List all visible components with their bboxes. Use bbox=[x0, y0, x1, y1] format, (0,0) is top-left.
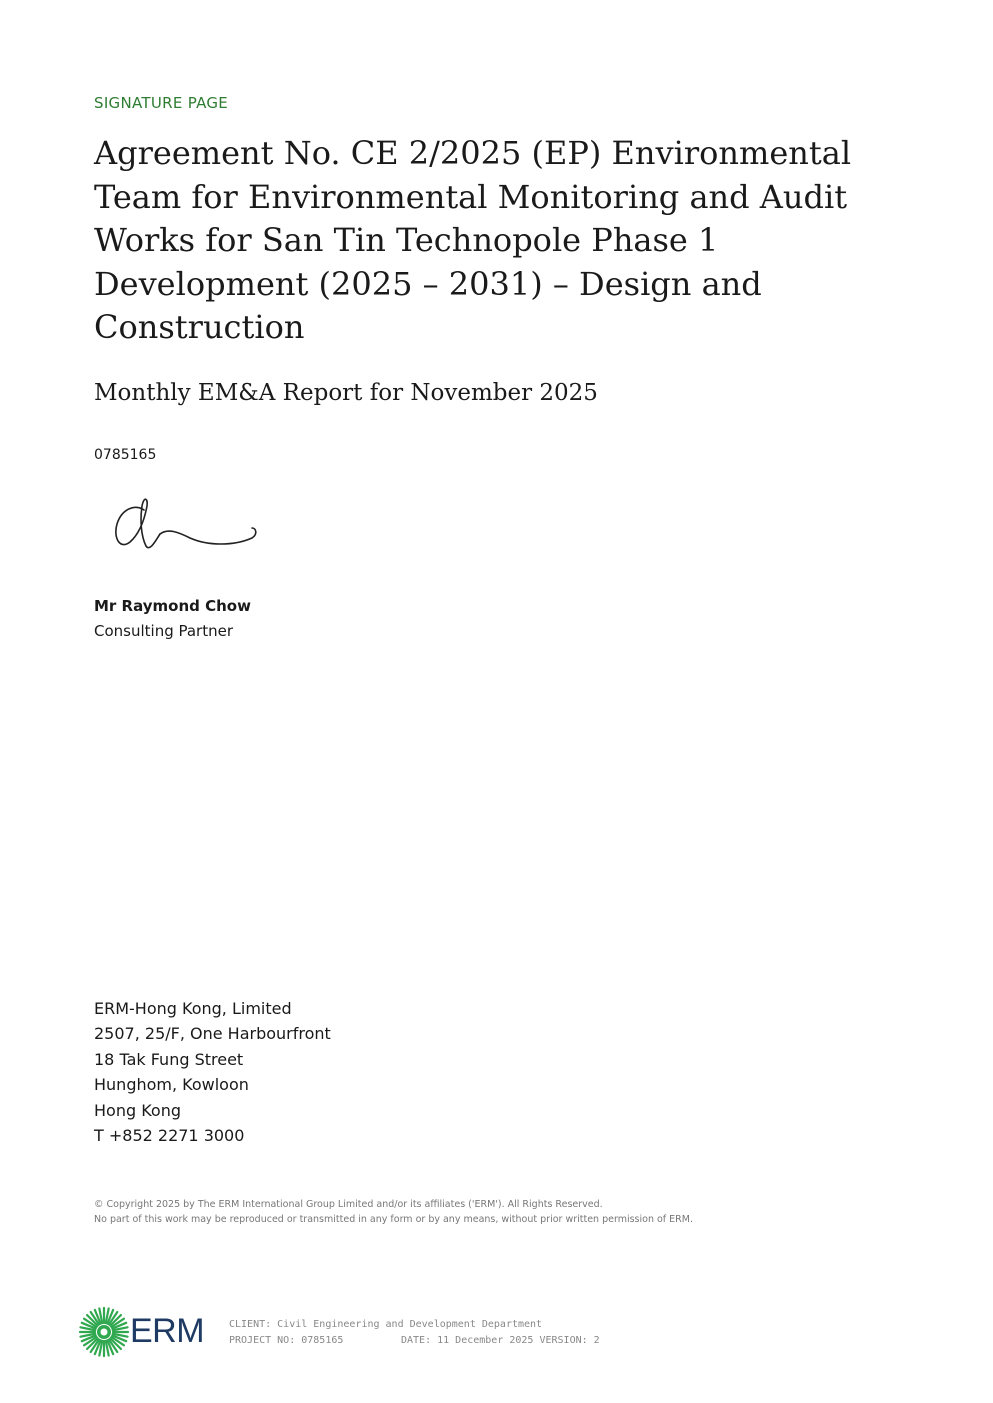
address-line: 2507, 25/F, One Harbourfront bbox=[94, 1024, 331, 1044]
footer-date-version: DATE: 11 December 2025 VERSION: 2 bbox=[401, 1335, 600, 1346]
company-address bbox=[94, 996, 331, 1148]
copyright-notice bbox=[94, 1197, 693, 1227]
address-line: Hong Kong bbox=[94, 1100, 181, 1120]
project-number: 0785165 bbox=[94, 447, 157, 463]
address-line: ERM-Hong Kong, Limited bbox=[94, 999, 292, 1018]
signature-image bbox=[108, 484, 268, 564]
document-title: Agreement No. CE 2/2025 (EP) Environmental Team for Environmental Monitoring and Audit Works for San Tin Technopole Phase 1 Development (2025 – 2031) – Design and Construction bbox=[94, 134, 852, 346]
signatory-name: Mr Raymond Chow bbox=[94, 597, 251, 615]
footer-project-no: PROJECT NO: 0785165 bbox=[229, 1335, 344, 1346]
signatory-role: Consulting Partner bbox=[94, 622, 234, 640]
address-line: 18 Tak Fung Street bbox=[94, 1049, 244, 1069]
phone-number: T +852 2271 3000 bbox=[94, 1126, 245, 1146]
footer-client: CLIENT: Civil Engineering and Development Department bbox=[229, 1319, 543, 1330]
copyright-line: No part of this work may be reproduced or transmitted in any form or by any means, without prior written permission of ERM. bbox=[94, 1214, 693, 1225]
footer-meta bbox=[229, 1317, 600, 1349]
erm-logo-icon bbox=[78, 1306, 130, 1358]
section-label: SIGNATURE PAGE bbox=[94, 94, 229, 112]
copyright-line: © Copyright 2025 by The ERM International Group Limited and/or its affiliates ('ERM'). All Rights Reserved. bbox=[94, 1199, 603, 1210]
address-line: Hunghom, Kowloon bbox=[94, 1075, 249, 1095]
document-subtitle: Monthly EM&A Report for November 2025 bbox=[94, 380, 598, 406]
erm-logo-text: ERM bbox=[130, 1312, 205, 1350]
